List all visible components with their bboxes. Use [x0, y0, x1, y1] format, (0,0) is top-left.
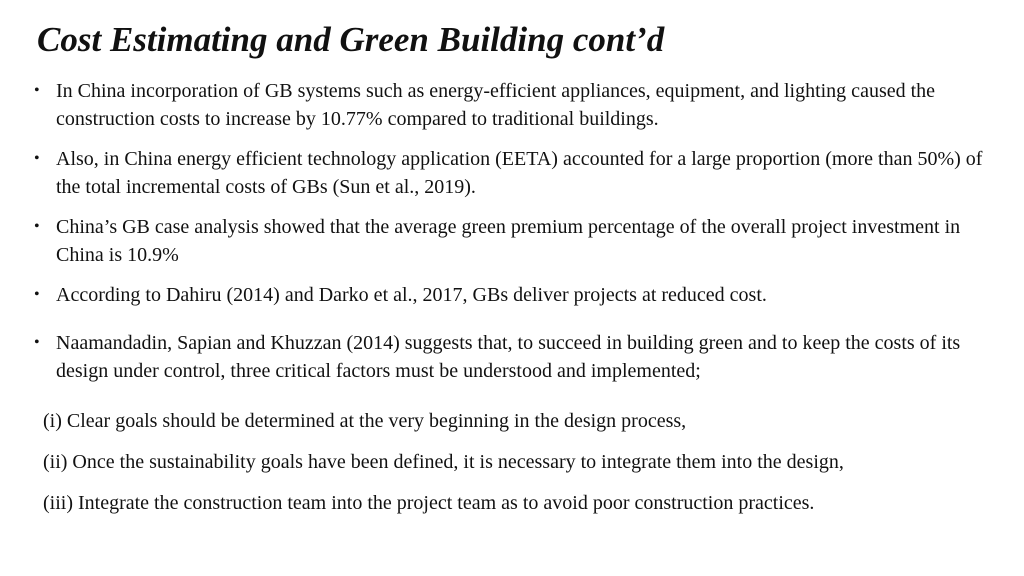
- factor-item: (iii) Integrate the construction team into the project team as to avoid poor construction practices.: [43, 492, 815, 514]
- slide-title: Cost Estimating and Green Building cont’d: [37, 20, 665, 59]
- bullet-marker: •: [34, 150, 40, 167]
- bullet-marker: •: [34, 286, 40, 303]
- bullet-marker: •: [34, 334, 40, 351]
- factor-item: (i) Clear goals should be determined at the very beginning in the design process,: [43, 410, 687, 432]
- bullet-item: [32, 281, 1002, 309]
- bullet-item: [32, 329, 1002, 385]
- bullet-marker: •: [34, 82, 40, 99]
- bullet-marker: •: [34, 218, 40, 235]
- bullet-text: In China incorporation of GB systems such as energy-efficient appliances, equipment, and lighting caused the construction costs to increase by 10.77% compared to traditional buildings.: [56, 80, 936, 130]
- bullet-text: Also, in China energy efficient technology application (EETA) accounted for a large proportion (more than 50%) of the total incremental costs of GBs (Sun et al., 2019).: [56, 148, 983, 198]
- bullet-list: [32, 77, 1002, 385]
- factor-item: (ii) Once the sustainability goals have been defined, it is necessary to integrate them into the design,: [43, 451, 844, 473]
- factor-list: [43, 407, 1003, 517]
- bullet-item: [32, 145, 1002, 201]
- bullet-text: According to Dahiru (2014) and Darko et al., 2017, GBs deliver projects at reduced cost.: [56, 284, 767, 306]
- bullet-text: Naamandadin, Sapian and Khuzzan (2014) suggests that, to succeed in building green and to keep the costs of its design under control, three critical factors must be understood and implemented;: [56, 332, 961, 382]
- bullet-item: [32, 213, 1002, 269]
- bullet-item: [32, 77, 1002, 133]
- bullet-text: China’s GB case analysis showed that the average green premium percentage of the overall project investment in China is 10.9%: [56, 216, 961, 266]
